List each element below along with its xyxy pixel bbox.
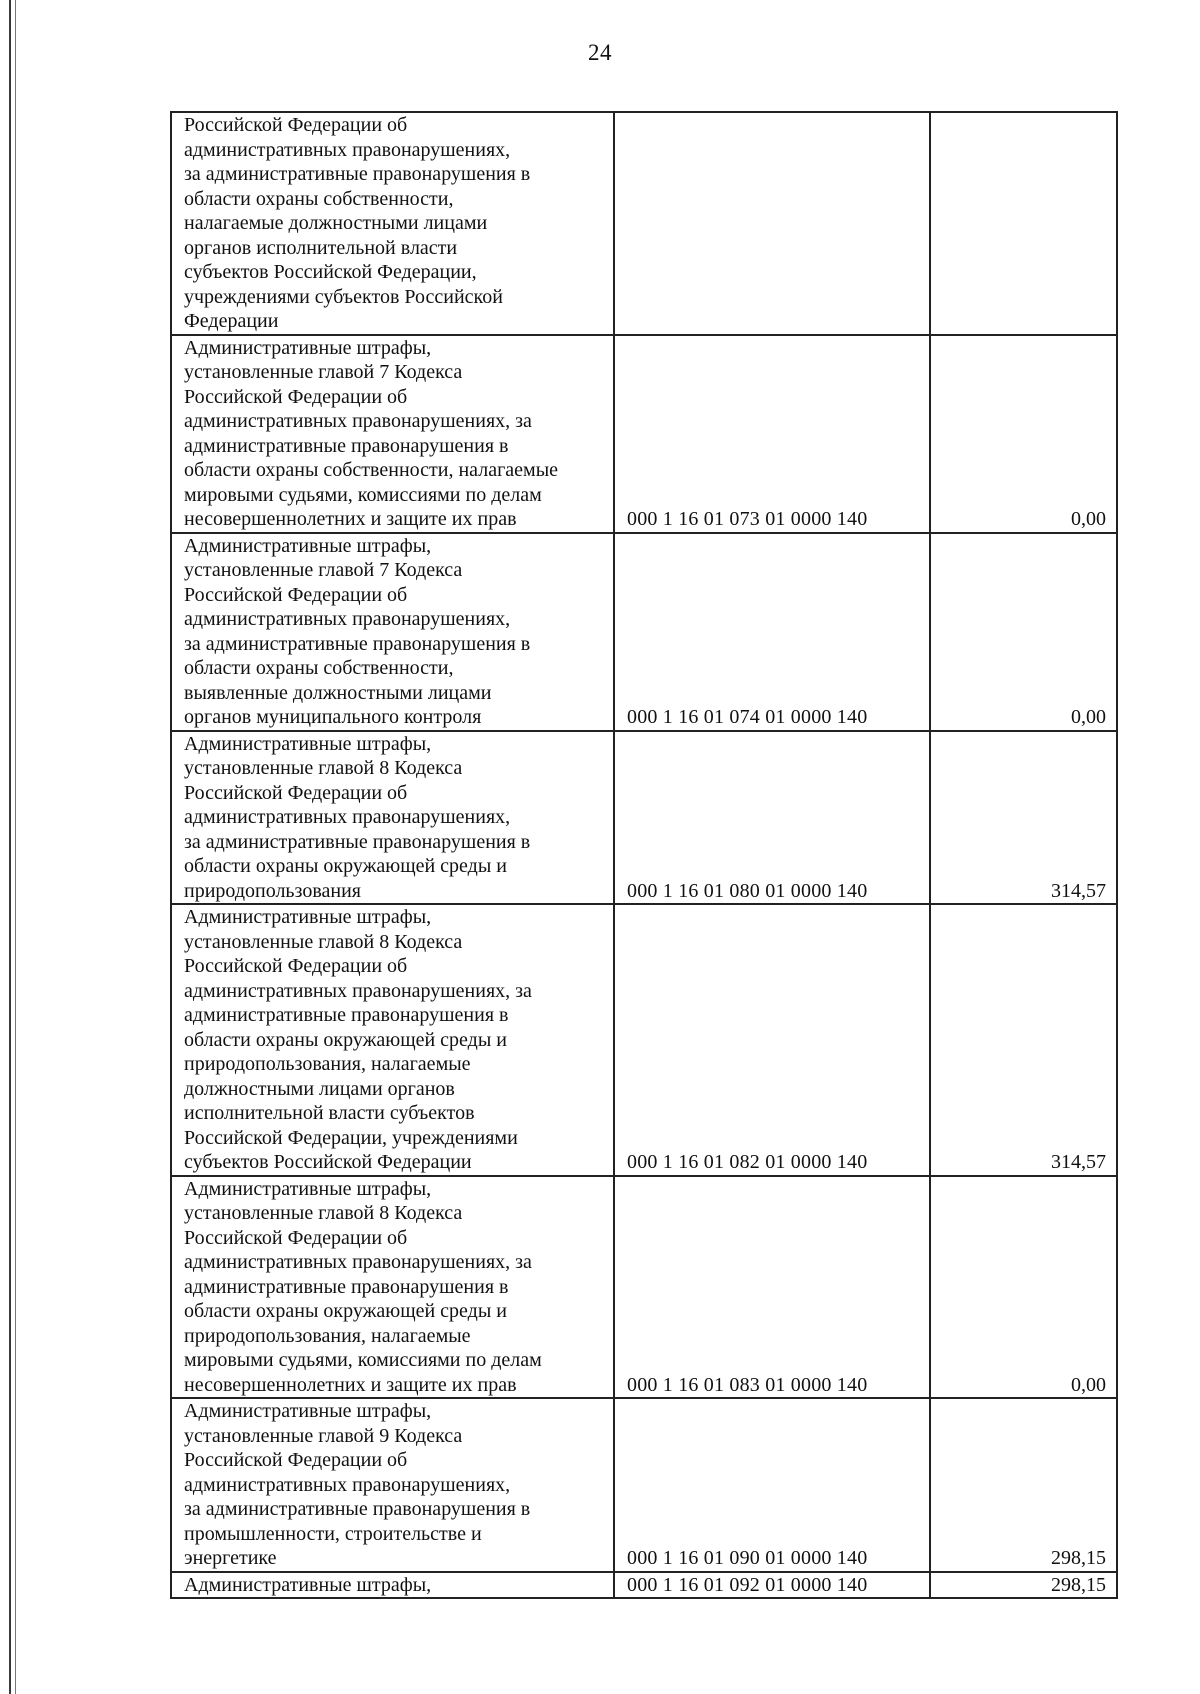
row-description: Административные штрафы, установленные главой 9 Кодекса Российской Федерации об административных правонарушениях, за административные правонарушения в промышленности, строительстве и энергетике (171, 1398, 614, 1572)
row-budget-code: 000 1 16 01 074 01 0000 140 (614, 533, 930, 731)
table-row (171, 731, 1117, 905)
table-row (171, 112, 1117, 335)
row-budget-code: 000 1 16 01 080 01 0000 140 (614, 731, 930, 905)
row-description: Административные штрафы, установленные главой 8 Кодекса Российской Федерации об административных правонарушениях, за административные правонарушения в области охраны окружающей среды и природопользования, налагаемые мировыми судьями, комиссиями по делам несовершеннолетних и защите их прав (171, 1176, 614, 1399)
table-row (171, 533, 1117, 731)
row-budget-code: 000 1 16 01 092 01 0000 140 (614, 1572, 930, 1599)
row-description: Административные штрафы, (171, 1572, 614, 1599)
table-row (171, 1572, 1117, 1599)
row-budget-code: 000 1 16 01 090 01 0000 140 (614, 1398, 930, 1572)
page-number: 24 (588, 40, 612, 65)
row-amount: 0,00 (930, 1176, 1117, 1399)
table-row (171, 1398, 1117, 1572)
scan-edge-line (9, 0, 11, 1694)
row-amount: 298,15 (930, 1572, 1117, 1599)
row-amount (930, 112, 1117, 335)
row-amount: 314,57 (930, 904, 1117, 1176)
row-amount: 0,00 (930, 533, 1117, 731)
row-amount: 314,57 (930, 731, 1117, 905)
table-row (171, 904, 1117, 1176)
revenue-fines-table (170, 111, 1118, 1599)
row-budget-code (614, 112, 930, 335)
table-row (171, 1176, 1117, 1399)
table-row (171, 335, 1117, 533)
row-budget-code: 000 1 16 01 073 01 0000 140 (614, 335, 930, 533)
row-amount: 0,00 (930, 335, 1117, 533)
row-description: Административные штрафы, установленные главой 8 Кодекса Российской Федерации об административных правонарушениях, за административные правонарушения в области охраны окружающей среды и природопользования, налагаемые должностными лицами органов исполнительной власти субъектов Российской Федерации, учреждениями субъектов Российской Федерации (171, 904, 614, 1176)
scan-edge-line-inner (15, 0, 16, 1694)
row-description: Административные штрафы, установленные главой 7 Кодекса Российской Федерации об административных правонарушениях, за административные правонарушения в области охраны собственности, выявленные должностными лицами органов муниципального контроля (171, 533, 614, 731)
row-budget-code: 000 1 16 01 082 01 0000 140 (614, 904, 930, 1176)
row-budget-code: 000 1 16 01 083 01 0000 140 (614, 1176, 930, 1399)
row-description: Административные штрафы, установленные главой 7 Кодекса Российской Федерации об административных правонарушениях, за административные правонарушения в области охраны собственности, налагаемые мировыми судьями, комиссиями по делам несовершеннолетних и защите их прав (171, 335, 614, 533)
row-description: Административные штрафы, установленные главой 8 Кодекса Российской Федерации об административных правонарушениях, за административные правонарушения в области охраны окружающей среды и природопользования (171, 731, 614, 905)
row-description: Российской Федерации об административных правонарушениях, за административные правонарушения в области охраны собственности, налагаемые должностными лицами органов исполнительной власти субъектов Российской Федерации, учреждениями субъектов Российской Федерации (171, 112, 614, 335)
row-amount: 298,15 (930, 1398, 1117, 1572)
